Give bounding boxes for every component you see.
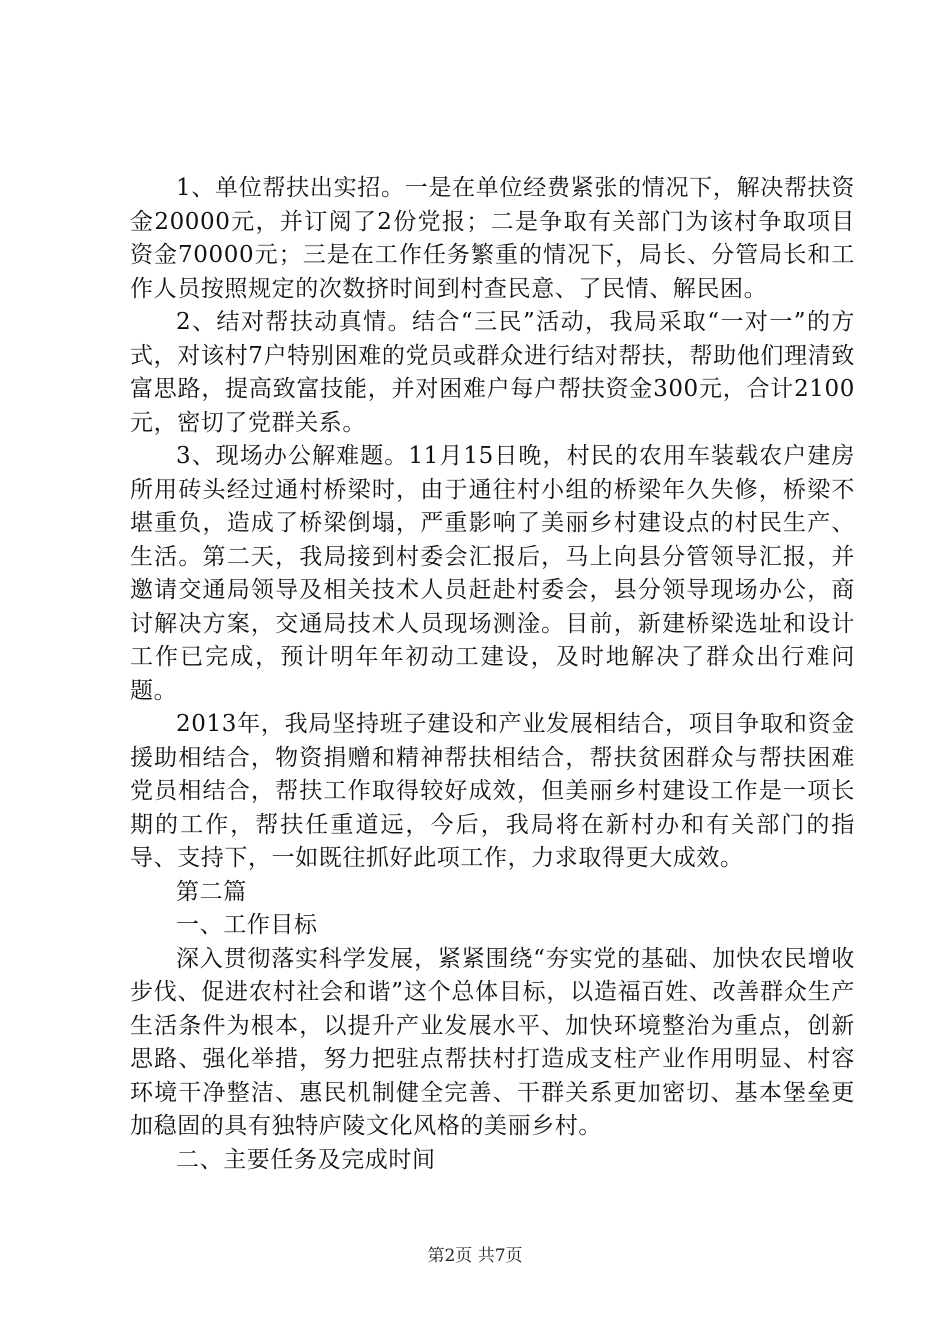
paragraph-unit-support: 1、单位帮扶出实招。一是在单位经费紧张的情况下，解决帮扶资金20000元，并订阅了2份党报；二是争取有关部门为该村争取项目资金70000元；三是在工作任务繁重的情况下，局长、分管局长和工作人员按照规定的次数挤时间到村查民意、了民情、解民困。 [130,175,855,302]
paragraph-summary-2013: 2013年，我局坚持班子建设和产业发展相结合，项目争取和资金援助相结合，物资捐赠和精神帮扶相结合，帮扶贫困群众与帮扶困难党员相结合，帮扶工作取得较好成效，但美丽乡村建设工作是一项长期的工作，帮扶任重道远，今后，我局将在新村办和有关部门的指导、支持下，一如既往抓好此项工作，力求取得更大成效。 [130,711,855,871]
paragraph-work-goals: 深入贯彻落实科学发展，紧紧围绕“夯实党的基础、加快农民增收步伐、促进农村社会和谐”这个总体目标，以造福百姓、改善群众生产生活条件为根本，以提升产业发展水平、加快环境整治为重点，创新思路、强化举措，努力把驻点帮扶村打造成支柱产业作用明显、村容环境干净整洁、惠民机制健全完善、干群关系更加密切、基本堡垒更加稳固的具有独特庐陵文化风格的美丽乡村。 [130,945,855,1139]
paragraph-onsite-office: 3、现场办公解难题。11月15日晚，村民的农用车装载农户建房所用砖头经过通村桥梁时，由于通往村小组的桥梁年久失修，桥梁不堪重负，造成了桥梁倒塌，严重影响了美丽乡村建设点的村民生产、生活。第二天，我局接到村委会汇报后，马上向县分管领导汇报，并邀请交通局领导及相关技术人员赶赴村委会，县分领导现场办公，商讨解决方案，交通局技术人员现场测淦。目前，新建桥梁选址和设计工作已完成，预计明年年初动工建设，及时地解决了群众出行难问题。 [130,443,855,704]
document-body [130,172,855,1177]
paragraph-paired-support: 2、结对帮扶动真情。结合“三民”活动，我局采取“一对一”的方式，对该村7户特别困难的党员或群众进行结对帮扶，帮助他们理清致富思路，提高致富技能，并对困难户每户帮扶资金300元，合计2100元，密切了党群关系。 [130,309,855,436]
section-title: 第二篇 [176,878,247,905]
heading-work-goals: 一、工作目标 [176,912,318,938]
heading-main-tasks: 二、主要任务及完成时间 [176,1146,436,1173]
page-footer: 第2页 共7页 [427,1246,523,1266]
